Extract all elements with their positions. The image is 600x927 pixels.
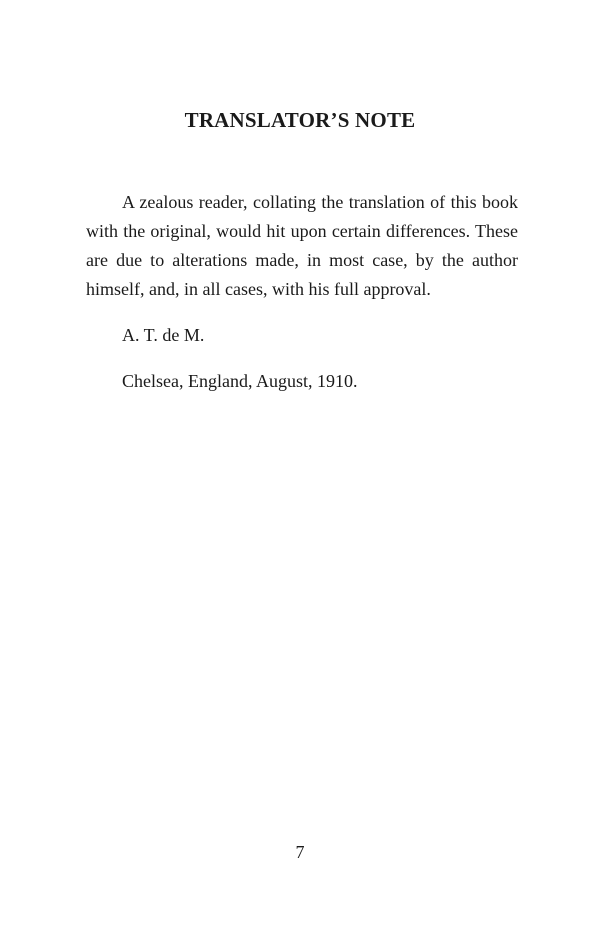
page-title: TRANSLATOR’S NOTE [184,108,416,132]
page-number: 7 [295,842,305,862]
place-and-date: Chelsea, England, August, 1910. [122,371,358,391]
translator-signature: A. T. de M. [122,325,205,345]
note-body [86,188,518,396]
note-paragraph: A zealous reader, collating the translation of this book with the original, would hit upon certain differences. These are due to alterations made, in most case, by the author himself, and, in all cases, with his full approval. [86,192,518,299]
